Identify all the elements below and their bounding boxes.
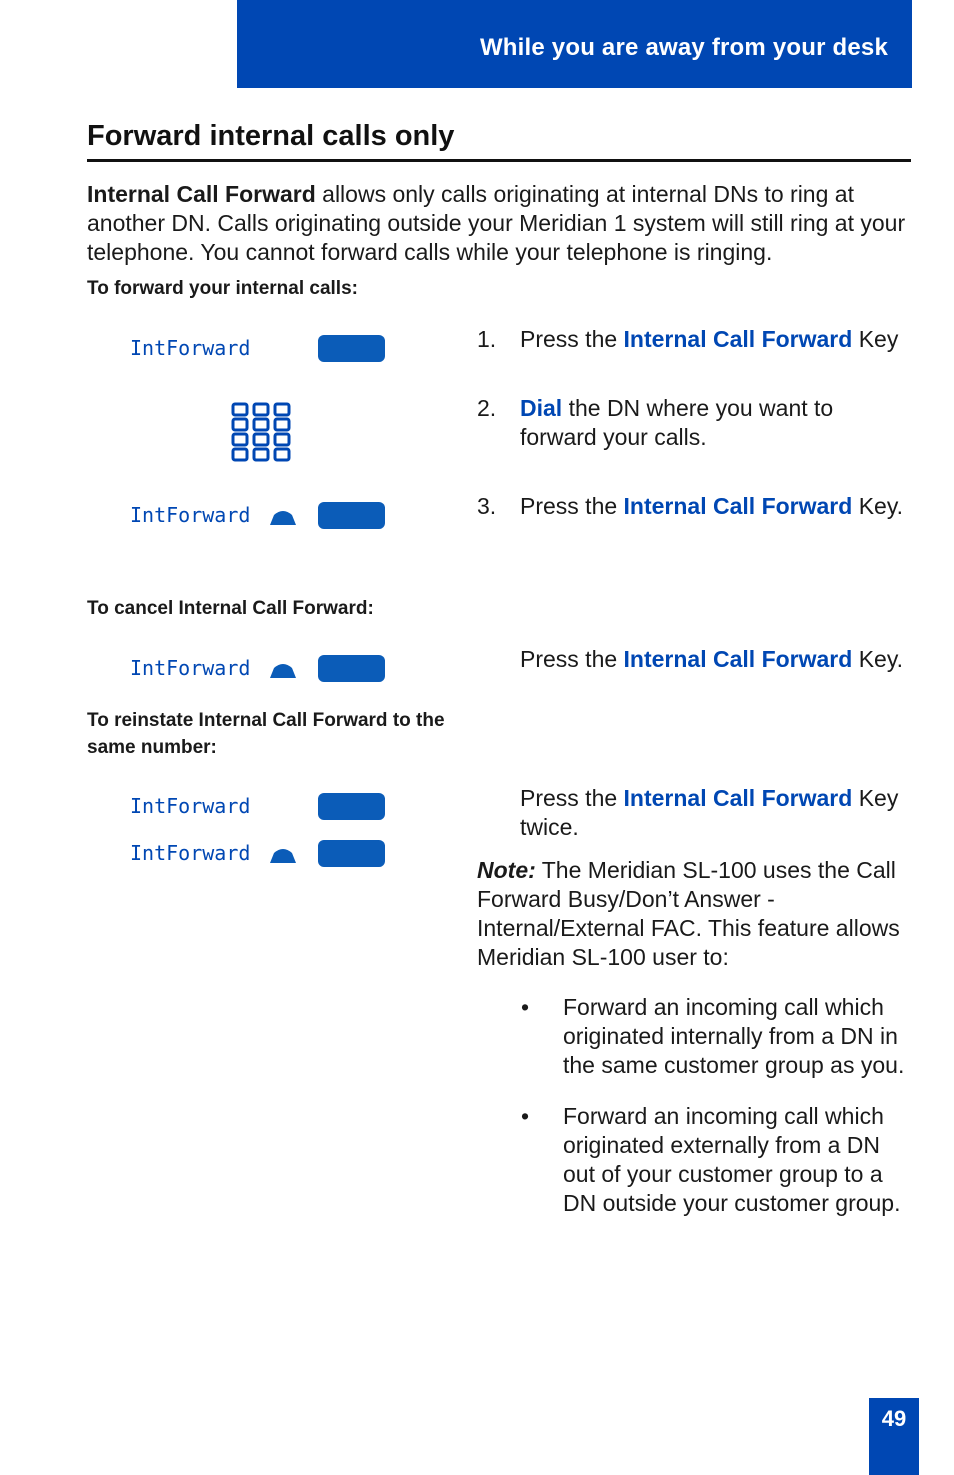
note-text: The Meridian SL-100 uses the Call Forward Busy/Don’t Answer - Internal/External FAC. This feature allows Meridian SL-100 user to: [477,857,900,970]
step-text: Key. [852,493,904,519]
step-1 [520,325,910,354]
lcd-label: IntForward [130,656,251,680]
internal-call-forward-softkey[interactable] [318,840,385,867]
step-text: Press the [520,493,624,519]
key-name: Dial [520,395,563,421]
step-text: Key [852,326,899,352]
reinstate-instruction [520,784,900,842]
step-text: Press the [520,646,624,672]
cancel-heading: To cancel Internal Call Forward: [87,598,374,619]
lcd-label: IntForward [130,336,251,360]
intro-bold-term: Internal Call Forward [87,181,316,207]
internal-call-forward-softkey[interactable] [318,655,385,682]
step-number: 2. [477,395,497,421]
step-text: Press the [520,326,624,352]
indicator-icon [270,847,296,863]
lcd-label: IntForward [130,794,251,818]
section-header-title: While you are away from your desk [479,34,888,61]
forward-heading: To forward your internal calls: [87,278,358,299]
keypad-icon [231,402,291,462]
step-number: 3. [477,493,497,519]
step-text: Press the [520,785,624,811]
internal-call-forward-softkey[interactable] [318,335,385,362]
step-3 [520,492,910,521]
indicator-icon [270,509,296,525]
intro-text: allows only calls originating at internal DNs to ring at another DN. Calls originating outside your Meridian 1 system will still ring at your telephone. You cannot forward calls while your telephone is ringing. [87,181,906,265]
indicator-icon [270,662,296,678]
header-bar [237,0,912,88]
note-paragraph [477,856,917,972]
intro-paragraph [87,180,917,267]
key-name: Internal Call Forward [623,785,853,811]
step-text: the DN where you want to forward your calls. [520,395,834,450]
internal-call-forward-softkey[interactable] [318,793,385,820]
note-label: Note: [477,857,536,883]
lcd-label: IntForward [130,841,251,865]
key-name: Internal Call Forward [623,646,853,672]
step-text: Key twice. [520,785,899,840]
list-item: Forward an incoming call which originated externally from a DN out of your customer group to a DN outside your customer group. [563,1103,901,1216]
title-divider [87,159,911,162]
step-2 [520,394,860,452]
step-number: 1. [477,326,497,352]
reinstate-heading: To reinstate Internal Call Forward to the same number: [87,710,445,758]
key-name: Internal Call Forward [623,326,853,352]
list-item: Forward an incoming call which originated internally from a DN in the same customer group as you. [563,994,905,1078]
page-title: Forward internal calls only [87,120,455,152]
page-number-box [869,1398,919,1475]
bullet-marker: • [521,994,530,1020]
internal-call-forward-softkey[interactable] [318,502,385,529]
key-name: Internal Call Forward [623,493,853,519]
cancel-instruction [520,645,910,674]
lcd-label: IntForward [130,503,251,527]
bullet-marker: • [521,1103,530,1129]
step-text: Key. [852,646,904,672]
page-number: 49 [881,1406,907,1431]
